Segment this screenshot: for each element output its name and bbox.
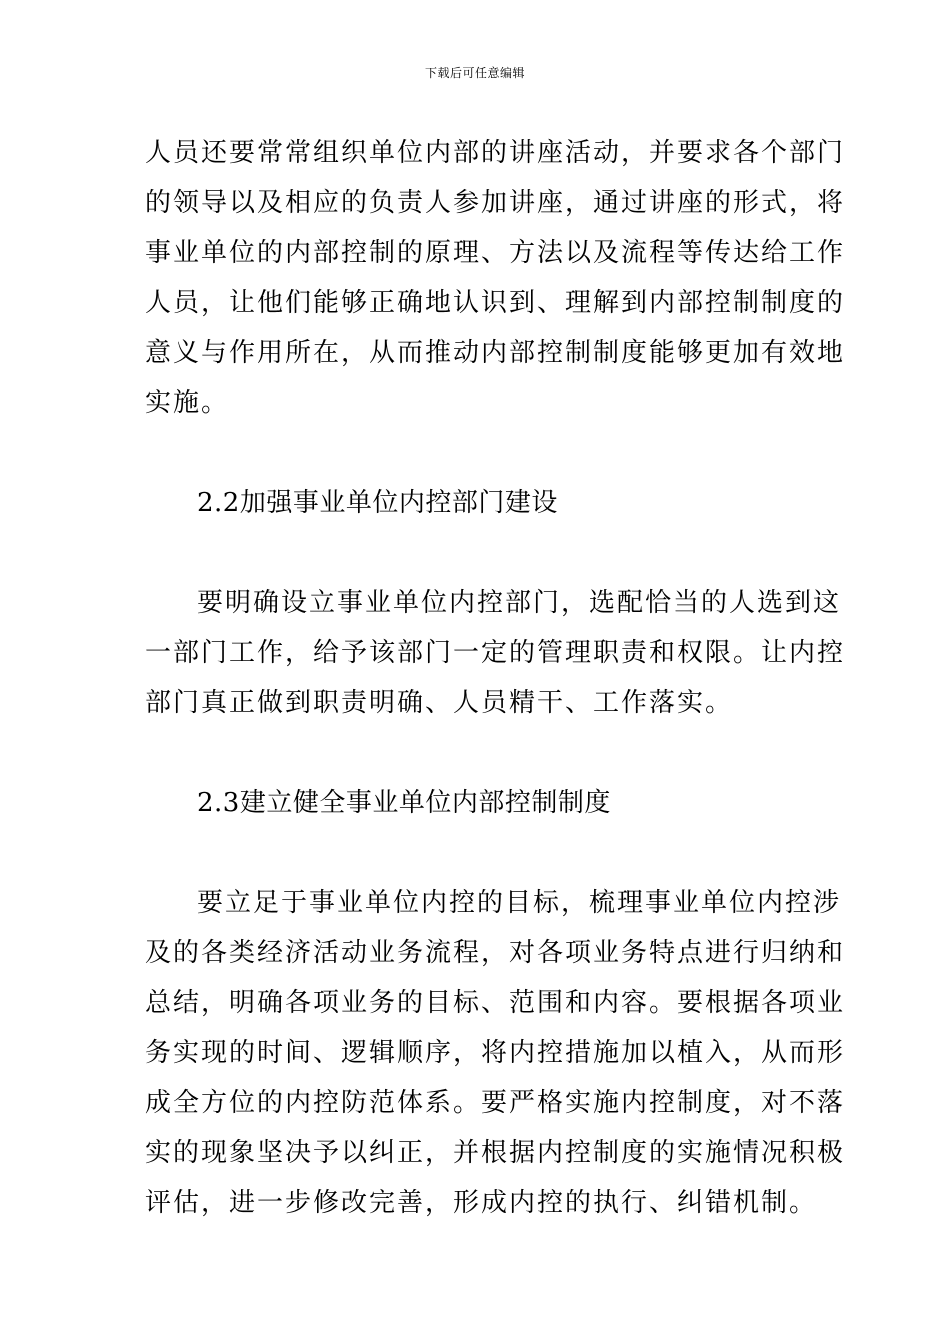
document-body	[145, 128, 846, 1228]
paragraph	[145, 128, 846, 428]
paragraph-spacer	[145, 728, 807, 778]
text-line: 实施。	[145, 388, 230, 418]
text-line: 部门真正做到职责明确、人员精干、工作落实。	[145, 688, 734, 718]
section-heading-text: 2.2加强事业单位内控部门建设	[197, 488, 558, 518]
text-line: 人员还要常常组织单位内部的讲座活动，并要求各个部门	[145, 138, 846, 168]
text-line: 人员，让他们能够正确地认识到、理解到内部控制制度的	[145, 288, 846, 318]
text-line: 事业单位的内部控制的原理、方法以及流程等传达给工作	[145, 238, 846, 268]
text-line: 的领导以及相应的负责人参加讲座，通过讲座的形式，将	[145, 188, 846, 218]
text-line: 意义与作用所在，从而推动内部控制制度能够更加有效地	[145, 338, 846, 368]
text-line: 总结，明确各项业务的目标、范围和内容。要根据各项业	[145, 988, 846, 1018]
paragraph-spacer	[145, 828, 807, 878]
paragraph	[145, 578, 846, 728]
paragraph-spacer	[145, 428, 807, 478]
section-heading	[145, 478, 807, 528]
section-heading	[145, 778, 807, 828]
page-header: 下载后可任意编辑	[424, 66, 525, 80]
text-line: 要立足于事业单位内控的目标，梳理事业单位内控涉	[197, 888, 842, 918]
text-line: 成全方位的内控防范体系。要严格实施内控制度，对不落	[145, 1088, 846, 1118]
text-line: 一部门工作，给予该部门一定的管理职责和权限。让内控	[145, 638, 846, 668]
text-line: 及的各类经济活动业务流程，对各项业务特点进行归纳和	[145, 938, 846, 968]
text-line: 务实现的时间、逻辑顺序，将内控措施加以植入，从而形	[145, 1038, 846, 1068]
text-line: 要明确设立事业单位内控部门，选配恰当的人选到这	[197, 588, 842, 618]
paragraph-spacer	[145, 528, 807, 578]
paragraph	[145, 878, 846, 1228]
text-line: 实的现象坚决予以纠正，并根据内控制度的实施情况积极	[145, 1138, 846, 1168]
text-line: 评估，进一步修改完善，形成内控的执行、纠错机制。	[145, 1188, 818, 1218]
section-heading-text: 2.3建立健全事业单位内部控制制度	[197, 788, 611, 818]
